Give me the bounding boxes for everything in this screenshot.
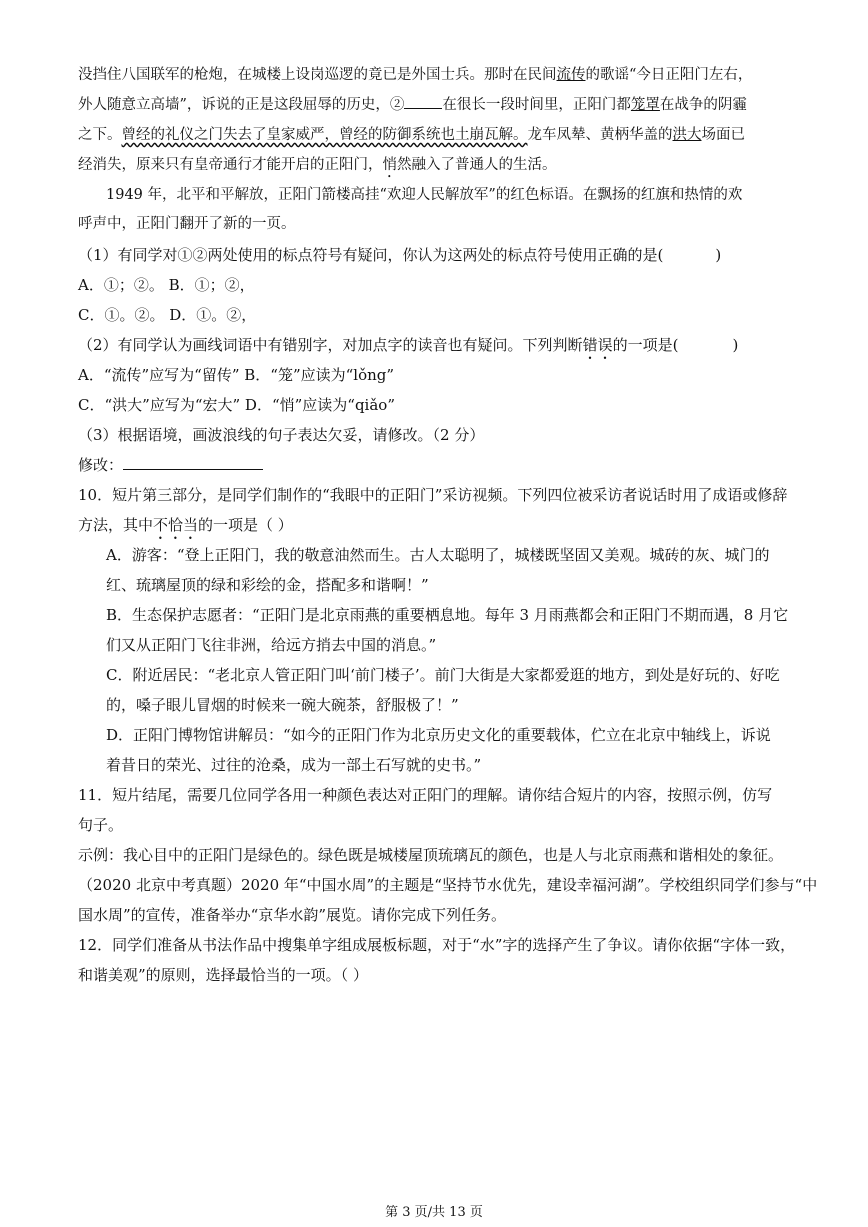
passage-text: 的歌谣“今日正阳门左右， (585, 67, 753, 83)
q12-stem-line-1: 12．同学们准备从书法作品中搜集单字组成展板标题，对于“水”字的选择产生了争议。请你依据“字体一致， (78, 936, 796, 954)
underlined-word-hongda: 洪大 (672, 127, 702, 143)
q2-stem-text: 的一项是( (612, 336, 679, 354)
page-number: 第 3 页/共 13 页 (385, 1205, 483, 1220)
q3-stem: （3）根据语境，画波浪线的句子表达欠妥，请修改。（2 分） (78, 426, 485, 444)
wavy-sentence: 曾经的礼仪之门失去了皇家威严，曾经的防御系统也土崩瓦解。 (121, 127, 528, 143)
underlined-word-longzhao: 笼罩 (630, 97, 660, 113)
q2-stem-end: ) (732, 336, 739, 354)
q11-example: 示例：我心目中的正阳门是绿色的。绿色既是城楼屋顶琉璃瓦的颜色，也是人与北京雨燕和谐相处的象征。 (78, 846, 784, 864)
underlined-word-liuchuan: 流传 (556, 67, 586, 83)
q10-stem-text: 的一项是（ ） (198, 516, 293, 534)
passage-line-5: 1949 年，北平和平解放，正阳门箭楼高挂“欢迎人民解放军”的红色标语。在飘扬的红旗和热情的欢 (106, 187, 743, 203)
q10-option-d-line-1: D．正阳门博物馆讲解员：“如今的正阳门作为北京历史文化的重要载体，伫立在北京中轴线上，诉说 (106, 726, 771, 744)
passage-text: 龙车凤辇、黄柄华盖的 (527, 127, 673, 143)
passage-line-4 (78, 154, 557, 181)
dotted-word-buqiadang: 不恰当 (153, 516, 199, 534)
q1-stem-end: ) (715, 246, 722, 264)
q11-stem-line-1: 11．短片结尾，需要几位同学各用一种颜色表达对正阳门的理解。请你结合短片的内容，按照示例，仿写 (78, 786, 773, 804)
passage-line-3 (78, 124, 745, 146)
q11-stem-line-2: 句子。 (78, 816, 124, 834)
q1-options-ab: A．①；②。 B．①；②， (78, 276, 255, 294)
passage-line-2 (78, 94, 747, 116)
q3-answer-label: 修改： (78, 456, 124, 474)
q2-options-cd: C．“洪大”应写为“宏大” D．“悄”应读为“qiǎo” (78, 396, 395, 414)
passage-text: 场面已 (701, 127, 745, 143)
intro-line-1: （2020 北京中考真题）2020 年“中国水周”的主题是“坚持节水优先，建设幸福河湖”。学校组织同学们参与“中 (78, 876, 818, 894)
q10-stem-line-2 (78, 514, 293, 543)
q10-option-d-line-2: 着昔日的荣光、过往的沧桑，成为一部土石写就的史书。” (106, 756, 482, 774)
q1-stem (78, 244, 721, 266)
intro-line-2: 国水周”的宣传，准备举办“京华水韵”展览。请你完成下列任务。 (78, 906, 507, 924)
q10-stem-line-1: 10．短片第三部分，是同学们制作的“我眼中的正阳门”采访视频。下列四位被采访者说话时用了成语或修辞 (78, 486, 788, 504)
q1-options-cd: C．①。②。 D．①。②， (78, 306, 257, 324)
passage-text: 然融入了普通人的生活。 (397, 157, 557, 173)
q10-option-a-line-1: A．游客：“登上正阳门，我的敬意油然而生。古人太聪明了，城楼既坚固又美观。城砖的灰、城门的 (106, 546, 770, 564)
passage-text: 外人随意立高墙”，诉说的正是这段屈辱的历史，② (78, 97, 405, 113)
q12-stem-line-2: 和谐美观”的原则，选择最恰当的一项。（ ） (78, 966, 368, 984)
passage-line-6: 呼声中，正阳门翻开了新的一页。 (78, 216, 296, 232)
q3-answer (78, 454, 263, 476)
dotted-char-qiao: 悄 (382, 157, 397, 173)
passage-text: 在战争的阴霾 (659, 97, 747, 113)
passage-text: 没挡住八国联军的枪炮，在城楼上设岗巡逻的竟已是外国士兵。那时在民间 (78, 67, 557, 83)
q10-option-c-line-1: C．附近居民：“老北京人管正阳门叫‘前门楼子’。前门大街是大家都爱逛的地方，到处是好玩的、好吃 (106, 666, 780, 684)
q1-stem-text: （1）有同学对①②两处使用的标点符号有疑问，你认为这两处的标点符号使用正确的是( (78, 246, 664, 264)
q10-option-c-line-2: 的，嗓子眼儿冒烟的时候来一碗大碗茶，舒服极了！” (106, 696, 459, 714)
q10-stem-text: 方法，其中 (78, 516, 154, 534)
q2-stem-text: （2）有同学认为画线词语中有错别字，对加点字的读音也有疑问。下列判断 (78, 336, 583, 354)
passage-line-1 (78, 64, 752, 86)
q2-options-ab: A．“流传”应写为“留传” B．“笼”应读为“lǒng” (78, 366, 395, 384)
q10-option-b-line-2: 们又从正阳门飞往非洲，给远方捎去中国的消息。” (106, 636, 437, 654)
q10-option-b-line-1: B．生态保护志愿者：“正阳门是北京雨燕的重要栖息地。每年 3 月雨燕都会和正阳门不期而遇，8 月它 (106, 606, 789, 624)
passage-text: 之下。 (78, 127, 122, 143)
passage-text: 经消失，原来只有皇帝通行才能开启的正阳门， (78, 157, 383, 173)
passage-text: 在很长一段时间里，正阳门都 (442, 97, 631, 113)
blank-2 (404, 94, 442, 109)
answer-line[interactable] (123, 455, 263, 470)
q2-stem (78, 334, 738, 363)
dotted-word-cuowu: 错误 (582, 336, 613, 354)
q10-option-a-line-2: 红、琉璃屋顶的绿和彩绘的金，搭配多和谐啊！” (106, 576, 429, 594)
